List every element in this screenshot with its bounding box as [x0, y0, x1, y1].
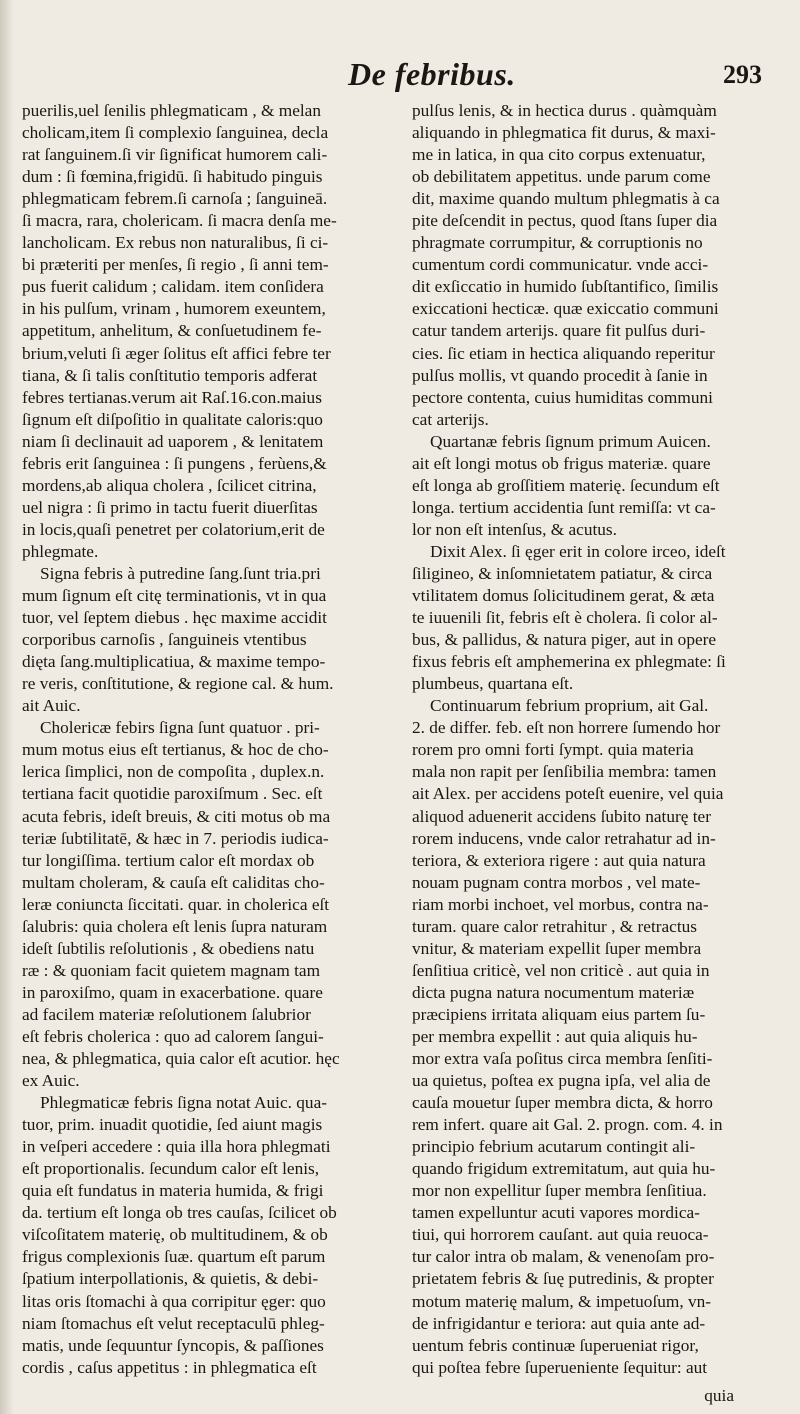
- left-text-column: [22, 100, 394, 1379]
- text-line: tuor, prim. inuadit quotidie, ſed aiunt magis: [22, 1115, 323, 1135]
- text-line: in paroxiſmo, quam in exacerbatione. quare: [22, 982, 323, 1002]
- text-line: pite deſcendit in pectus, quod ſtans ſuper dia: [412, 211, 718, 231]
- text-line: pus fuerit calidum ; calidam. item conſidera: [22, 277, 324, 297]
- text-line: mum ſignum eſt citę terminationis, vt in qua: [22, 586, 327, 606]
- text-line: in locis,quaſi penetret per colatorium,erit de: [22, 519, 325, 539]
- text-line: lor non eſt intenſus, & acutus.: [412, 519, 617, 539]
- running-head: De febribus.: [348, 56, 516, 92]
- text-line: 2. de differ. feb. eſt non horrere ſumendo hor: [412, 718, 721, 738]
- text-line: re veris, conſtitutione, & regione cal. & hum.: [22, 674, 334, 694]
- text-line: frigus complexionis ſuæ. quartum eſt parum: [22, 1247, 326, 1267]
- text-line: ua quietus, poſtea ex pugna ipſa, vel alia de: [412, 1071, 711, 1091]
- text-line: nea, & phlegmatica, quia calor eſt acutior. hęc: [22, 1049, 340, 1069]
- text-line: dięta ſang.multiplicatiua, & maxime tempo-: [22, 652, 326, 672]
- text-line: cholicam,item ſi complexio ſanguinea, decla: [22, 123, 329, 143]
- gutter-shadow: [0, 0, 14, 1414]
- text-line: aliquod aduenerit accidens ſubito naturę ter: [412, 806, 711, 826]
- text-line: Phlegmaticæ febris ſigna notat Auic. qua-: [40, 1093, 327, 1113]
- text-line: teriæ ſubtilitatē, & hæc in 7. periodis iudica-: [22, 828, 329, 848]
- text-line: in veſperi accedere : quia illa hora phlegmati: [22, 1137, 331, 1157]
- text-line: puerilis,uel ſenilis phlegmaticam , & melan: [22, 101, 321, 120]
- text-line: tur longiſſima. tertium calor eſt mordax ob: [22, 850, 315, 870]
- text-line: quia eſt fundatus in materia humida, & frigi: [22, 1181, 324, 1201]
- text-line: plumbeus, quartana eſt.: [412, 674, 574, 694]
- text-line: fixus febris eſt amphemerina ex phlegmate: ſi: [412, 652, 726, 672]
- text-line: tertiana facit quotidie paroxiſmum . Sec. eſt: [22, 784, 323, 804]
- text-line: ſiligineo, & inſomnietatem patiatur, & circa: [412, 563, 713, 583]
- text-line: febres tertianas.verum ait Raſ.16.con.maius: [22, 387, 322, 407]
- text-line: cies. ſic etiam in hectica aliquando reperitur: [412, 343, 715, 363]
- text-line: acuta febris, ideſt breuis, & citi motus ob ma: [22, 806, 331, 826]
- text-line: mum motus eius eſt tertianus, & hoc de cho-: [22, 740, 329, 760]
- text-line: ex Auic.: [22, 1071, 80, 1091]
- text-line: ſpatium interpollationis, & quietis, & debi-: [22, 1269, 319, 1289]
- text-line: mor extra vaſa poſitus circa membra ſenſiti-: [412, 1049, 713, 1069]
- text-line: rorem inducens, vnde calor retrahatur ad in-: [412, 828, 716, 848]
- text-line: aliquando in phlegmatica fit durus, & maxi-: [412, 123, 716, 143]
- text-line: bus, & pallidus, & natura piger, aut in opere: [412, 630, 717, 650]
- text-line: uentum febris continuæ ſuperueniat rigor,: [412, 1335, 699, 1355]
- text-line: Dixit Alex. ſi ęger erit in colore irceo, ideſt: [430, 541, 726, 561]
- text-line: turam. quare calor retrahitur , & retractus: [412, 916, 698, 936]
- text-line: tamen expelluntur acuti vapores mordica-: [412, 1203, 700, 1223]
- text-line: pectore contenta, cuius humiditas communi: [412, 387, 713, 407]
- text-line: ait eſt longi motus ob frigus materiæ. quare: [412, 453, 711, 473]
- text-line: phragmate corrumpitur, & corruptionis no: [412, 233, 703, 253]
- text-line: mor non expellitur ſuper membra ſenſitiua.: [412, 1181, 707, 1201]
- text-line: ſenſitiua criticè, vel non criticè . aut quia in: [412, 960, 710, 980]
- text-line: qui poſtea febre ſuperueniente ſequitur: aut: [412, 1357, 708, 1377]
- text-line: vnitur, & materiam expellit ſuper membra: [412, 938, 702, 958]
- text-line: nouam pugnam contra morbos , vel mate-: [412, 872, 701, 892]
- text-line: pulſus lenis, & in hectica durus . quàmquàm: [412, 101, 717, 120]
- text-line: dum : ſi fœmina,frigidū. ſi habitudo pinguis: [22, 167, 323, 187]
- text-line: catur tandem arterijs. quare fit pulſus duri-: [412, 321, 706, 341]
- text-line: viſcoſitatem materię, ob multitudinem, & ob: [22, 1225, 328, 1245]
- text-line: me in latica, in qua cito corpus extenuatur,: [412, 145, 706, 165]
- right-text-column: [412, 100, 788, 1379]
- text-line: de infrigidantur e teriora: aut quia ante ad-: [412, 1313, 706, 1333]
- text-line: ræ : & quoniam facit quietem magnam tam: [22, 960, 321, 980]
- text-line: ſignum eſt diſpoſitio in qualitate caloris:quo: [22, 409, 323, 429]
- text-line: bi præteriti per menſes, ſi regio , ſi anni tem-: [22, 255, 329, 275]
- text-line: cat arterijs.: [412, 409, 489, 429]
- text-line: Signa febris à putredine ſang.ſunt tria.pri: [40, 563, 321, 583]
- text-line: pulſus mollis, vt quando procedit à ſanie in: [412, 365, 708, 385]
- text-line: ſalubris: quia cholera eſt lenis ſupra naturam: [22, 916, 328, 936]
- text-line: litas oris ſtomachi à qua corripitur ęger: quo: [22, 1291, 326, 1311]
- text-line: leræ coniuncta ſiccitati. quar. in cholerica eſt: [22, 894, 330, 914]
- text-line: cumentum cordi communicatur. vnde acci-: [412, 255, 709, 275]
- text-line: rorem pro omni forti ſympt. quia materia: [412, 740, 694, 760]
- text-line: eſt longa ab groſſitiem materię. ſecundum eſt: [412, 475, 720, 495]
- text-line: tur calor intra ob malam, & venenoſam pro-: [412, 1247, 715, 1267]
- text-line: tiana, & ſi talis conſtitutio temporis adferat: [22, 365, 318, 385]
- text-line: phlegmaticam febrem.ſi carnoſa ; ſanguineā.: [22, 189, 328, 209]
- text-line: ad facilem materiæ reſolutionem ſalubrior: [22, 1004, 311, 1024]
- text-line: lerica ſimplici, non de compoſita , duplex.n.: [22, 762, 325, 782]
- text-line: riam morbi inchoet, vel morbus, contra na-: [412, 894, 709, 914]
- text-line: per membra expellit : aut quia aliquis hu-: [412, 1026, 698, 1046]
- text-line: ob debilitatem appetitus. unde parum come: [412, 167, 711, 187]
- text-line: ait Alex. per accidens poteſt euenire, vel quia: [412, 784, 724, 804]
- text-line: principio febrium acutarum contingit ali-: [412, 1137, 696, 1157]
- text-line: cordis , caſus appetitus : in phlegmatica eſt: [22, 1357, 317, 1377]
- text-line: ideſt ſubtilis reſolutionis , & obediens natu: [22, 938, 315, 958]
- page-number: 293: [723, 60, 762, 89]
- text-line: febris erit ſanguinea : ſi pungens , ferùens,&: [22, 453, 327, 473]
- text-line: cauſa mouetur ſuper membra dicta, & horro: [412, 1093, 713, 1113]
- text-line: præcipiens irritata aliquam eius partem ſu-: [412, 1004, 706, 1024]
- text-line: mala non rapit per ſenſibilia membra: tamen: [412, 762, 717, 782]
- text-line: in his pulſum, vrinam , humorem exeuntem,: [22, 299, 326, 319]
- text-line: tuor, vel ſeptem diebus . hęc maxime accidit: [22, 608, 327, 628]
- text-line: lancholicam. Ex rebus non naturalibus, ſi ci-: [22, 233, 329, 253]
- text-line: Cholericæ febirs ſigna ſunt quatuor . pri-: [40, 718, 320, 738]
- text-line: appetitum, anhelitum, & conſuetudinem fe-: [22, 321, 322, 341]
- text-line: tiui, qui horrorem cauſant. aut quia reuoca-: [412, 1225, 709, 1245]
- text-line: vtilitatem domus ſolicitudinem gerat, & æta: [412, 586, 715, 606]
- text-line: dit, maxime quando multum phlegmatis à ca: [412, 189, 720, 209]
- text-line: quando frigidum extremitatum, aut quia hu-: [412, 1159, 716, 1179]
- catchword: quia: [704, 1386, 734, 1405]
- text-line: rem infert. quare ait Gal. 2. progn. com. 4. in: [412, 1115, 723, 1135]
- text-line: rat ſanguinem.ſi vir ſignificat humorem cali-: [22, 145, 328, 165]
- text-line: longa. tertium accidentia ſunt remiſſa: vt ca-: [412, 497, 716, 517]
- text-line: Quartanæ febris ſignum primum Auicen.: [430, 431, 711, 451]
- text-line: matis, unde ſequuntur ſyncopis, & paſſiones: [22, 1335, 324, 1355]
- text-line: dicta pugna natura nocumentum materiæ: [412, 982, 695, 1002]
- text-line: te iuuenili ſit, febris eſt è cholera. ſi color al-: [412, 608, 718, 628]
- text-line: niam ſi declinauit ad uaporem , & lenitatem: [22, 431, 324, 451]
- text-line: eſt proportionalis. ſecundum calor eſt lenis,: [22, 1159, 320, 1179]
- text-line: multam choleram, & cauſa eſt caliditas cho-: [22, 872, 325, 892]
- text-line: ait Auic.: [22, 696, 81, 716]
- text-line: dit exſiccatio in humido ſubſtantifico, ſimilis: [412, 277, 719, 297]
- text-line: corporibus carnoſis , ſanguineis vtentibus: [22, 630, 307, 650]
- text-line: motum materię malum, & impetuoſum, vn-: [412, 1291, 712, 1311]
- text-line: exiccationi hecticæ. quæ exiccatio communi: [412, 299, 719, 319]
- text-line: teriora, & exteriora rigere : aut quia natura: [412, 850, 706, 870]
- text-line: mordens,ab aliqua cholera , ſcilicet citrina,: [22, 475, 317, 495]
- text-line: phlegmate.: [22, 541, 99, 561]
- text-line: ſi macra, rara, cholericam. ſi macra denſa me-: [22, 211, 337, 231]
- text-line: brium,veluti ſi æger ſolitus eſt affici febre ter: [22, 343, 331, 363]
- text-line: uel nigra : ſi primo in tactu fuerit diuerſitas: [22, 497, 318, 517]
- text-line: da. tertium eſt longa ob tres cauſas, ſcilicet ob: [22, 1203, 337, 1223]
- page-header: [0, 52, 800, 98]
- text-line: Continuarum febrium proprium, ait Gal.: [430, 696, 709, 716]
- text-line: eſt febris cholerica : quo ad calorem ſangui-: [22, 1026, 324, 1046]
- text-line: niam ſtomachus eſt velut receptaculū phleg-: [22, 1313, 325, 1333]
- text-line: prietatem febris & ſuę putredinis, & propter: [412, 1269, 714, 1289]
